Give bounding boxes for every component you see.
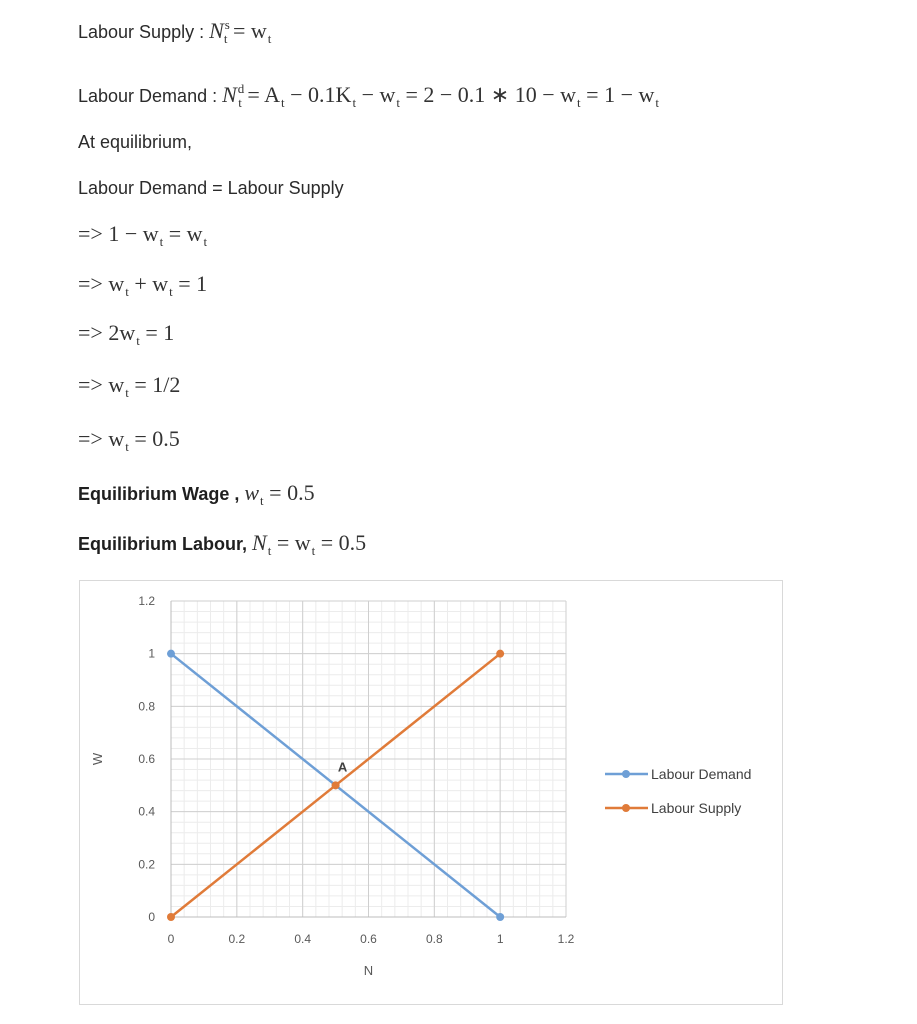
y-tick-label: 1.2 xyxy=(138,594,155,608)
x-tick-label: 0.4 xyxy=(294,932,312,946)
x-tick-label: 0.8 xyxy=(425,932,443,946)
labour-demand-line xyxy=(78,82,659,108)
equilibrium-labour-label: Equilibrium Labour, xyxy=(78,534,248,554)
labour-market-chart xyxy=(80,581,782,1004)
equilibrium-labour-mid: = w xyxy=(276,530,311,555)
sub-t: t xyxy=(260,493,264,508)
x-tick-label: 1 xyxy=(496,932,504,946)
sup-s: s xyxy=(224,17,230,32)
sub-t: t xyxy=(159,234,164,249)
x-axis-title: N xyxy=(363,963,374,978)
y-axis-title: W xyxy=(90,752,105,766)
y-tick-label: 1 xyxy=(148,646,155,661)
y-tick-label: 0 xyxy=(148,910,155,924)
step-5 xyxy=(78,426,180,452)
sub-t: t xyxy=(238,95,242,110)
legend-label: Labour Demand xyxy=(651,766,752,782)
var-w: w xyxy=(244,480,260,505)
sup-d: d xyxy=(237,81,245,96)
labour-supply-line xyxy=(78,18,271,44)
legend-marker xyxy=(622,770,630,778)
step-3-b: = 1 xyxy=(145,320,175,345)
labour-supply-label: Labour Supply : xyxy=(78,22,205,42)
demand-eq-d: = 2 − 0.1 ∗ 10 − w xyxy=(405,82,577,107)
sub-t: t xyxy=(281,95,285,110)
sub-t: t xyxy=(125,385,129,400)
labour-demand-label: Labour Demand : xyxy=(78,86,218,106)
sub-t: t xyxy=(169,284,173,299)
step-4 xyxy=(78,372,180,398)
annotation-label: A xyxy=(337,759,348,775)
data-point xyxy=(332,781,340,789)
y-tick-label: 0.4 xyxy=(138,804,155,819)
y-tick-label: 0.2 xyxy=(138,857,155,872)
equilibrium-labour-math xyxy=(252,530,367,558)
step-2 xyxy=(78,271,207,297)
supply-eq-rhs: = w xyxy=(232,18,267,43)
sub-t: t xyxy=(203,234,208,249)
demand-eq-c: − w xyxy=(361,82,396,107)
x-tick-label: 0.6 xyxy=(360,932,377,946)
sub-t: t xyxy=(125,439,129,454)
equilibrium-wage-math xyxy=(244,480,315,508)
x-tick-label: 0.2 xyxy=(228,932,246,946)
sub-t: t xyxy=(267,543,272,558)
sub-t: t xyxy=(267,31,272,46)
legend-label: Labour Supply xyxy=(651,800,742,816)
equilibrium-wage-line xyxy=(78,480,315,506)
step-1 xyxy=(78,221,207,247)
labour-demand-equation xyxy=(222,81,659,110)
var-n: N xyxy=(222,82,237,107)
equilibrium-labour-value: = 0.5 xyxy=(320,530,367,555)
sub-t: t xyxy=(311,543,316,558)
sub-t: t xyxy=(136,333,140,348)
data-point xyxy=(496,913,504,921)
step-5-a: => w xyxy=(78,426,125,451)
step-5-b: = 0.5 xyxy=(134,426,180,451)
legend-marker xyxy=(622,804,630,812)
x-tick-label: 0 xyxy=(167,932,175,946)
demand-equals-supply-text: Labour Demand = Labour Supply xyxy=(78,178,344,198)
step-2-c: = 1 xyxy=(178,271,208,296)
step-3-a: => 2w xyxy=(78,320,136,345)
equilibrium-labour-line xyxy=(78,530,366,556)
var-n: N xyxy=(252,530,267,555)
demand-eq-a: = A xyxy=(247,82,281,107)
x-tick-label: 1.2 xyxy=(557,932,575,946)
data-point xyxy=(167,650,175,658)
at-equilibrium-text: At equilibrium, xyxy=(78,132,193,152)
equilibrium-wage-label: Equilibrium Wage , xyxy=(78,484,240,504)
sub-t: t xyxy=(125,284,129,299)
sub-t: t xyxy=(577,95,581,110)
sub-t: t xyxy=(352,95,357,110)
step-4-b: = 1/2 xyxy=(134,372,181,397)
y-tick-label: 0.6 xyxy=(138,752,155,766)
sub-t: t xyxy=(223,31,228,46)
sub-t: t xyxy=(396,95,400,110)
chart-container xyxy=(79,580,783,1005)
data-point xyxy=(167,913,175,921)
equilibrium-wage-value: = 0.5 xyxy=(269,480,315,505)
step-1-a: => 1 − w xyxy=(78,221,159,246)
step-2-a: => w xyxy=(78,271,125,296)
sub-t: t xyxy=(655,95,659,110)
data-point xyxy=(496,650,504,658)
step-3 xyxy=(78,320,174,346)
step-4-a: => w xyxy=(78,372,125,397)
demand-eq-e: = 1 − w xyxy=(586,82,655,107)
var-n: N xyxy=(209,18,224,43)
step-2-b: + w xyxy=(134,271,169,296)
step-1-b: = w xyxy=(168,221,203,246)
y-tick-label: 0.8 xyxy=(138,699,155,714)
labour-supply-equation xyxy=(209,17,272,46)
demand-eq-b: − 0.1K xyxy=(290,82,352,107)
